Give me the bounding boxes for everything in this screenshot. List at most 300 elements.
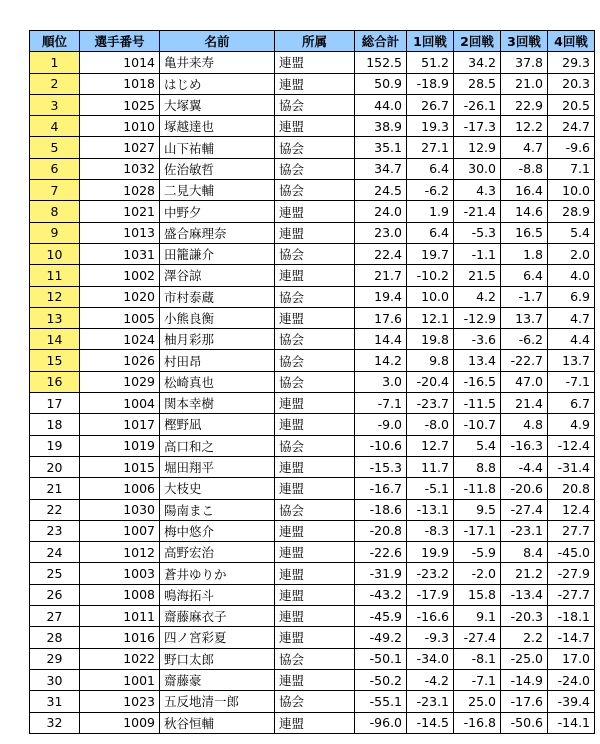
round-1-cell: -8.3 xyxy=(407,520,454,541)
round-2-cell: 8.8 xyxy=(454,456,501,477)
affiliation-cell: 協会 xyxy=(275,158,355,179)
name-cell: 齋藤豪 xyxy=(160,669,275,690)
table-row xyxy=(30,393,595,414)
table-row xyxy=(30,542,595,563)
round-4-cell: -24.0 xyxy=(548,669,595,690)
header-player-id: 選手番号 xyxy=(80,31,160,52)
round-4-cell: -39.4 xyxy=(548,691,595,712)
affiliation-cell: 連盟 xyxy=(275,414,355,435)
affiliation-cell: 協会 xyxy=(275,137,355,158)
affiliation-cell: 協会 xyxy=(275,243,355,264)
total-cell: 23.0 xyxy=(355,222,407,243)
affiliation-cell: 連盟 xyxy=(275,542,355,563)
round-2-cell: -12.9 xyxy=(454,307,501,328)
round-2-cell: 21.5 xyxy=(454,265,501,286)
round-1-cell: -23.2 xyxy=(407,563,454,584)
name-cell: 秋谷恒輔 xyxy=(160,712,275,733)
rank-cell: 29 xyxy=(30,648,80,669)
player-id-cell: 1019 xyxy=(80,435,160,456)
name-cell: 澤谷諒 xyxy=(160,265,275,286)
round-2-cell: -27.4 xyxy=(454,627,501,648)
table-row xyxy=(30,456,595,477)
round-1-cell: -5.1 xyxy=(407,478,454,499)
round-4-cell: 13.7 xyxy=(548,350,595,371)
table-row xyxy=(30,669,595,690)
name-cell: 田籠謙介 xyxy=(160,243,275,264)
player-id-cell: 1005 xyxy=(80,307,160,328)
round-3-cell: 14.6 xyxy=(501,201,548,222)
affiliation-cell: 連盟 xyxy=(275,627,355,648)
table-row xyxy=(30,137,595,158)
round-3-cell: 21.0 xyxy=(501,73,548,94)
round-4-cell: 27.7 xyxy=(548,520,595,541)
round-1-cell: 9.8 xyxy=(407,350,454,371)
round-2-cell: 9.5 xyxy=(454,499,501,520)
player-id-cell: 1008 xyxy=(80,584,160,605)
round-3-cell: -27.4 xyxy=(501,499,548,520)
round-3-cell: 6.4 xyxy=(501,265,548,286)
round-3-cell: 2.2 xyxy=(501,627,548,648)
name-cell: 蒼井ゆりか xyxy=(160,563,275,584)
affiliation-cell: 連盟 xyxy=(275,669,355,690)
name-cell: 村田昂 xyxy=(160,350,275,371)
round-1-cell: -16.6 xyxy=(407,606,454,627)
total-cell: -50.1 xyxy=(355,648,407,669)
name-cell: 亀井来寿 xyxy=(160,52,275,73)
round-1-cell: 27.1 xyxy=(407,137,454,158)
round-3-cell: 21.2 xyxy=(501,563,548,584)
total-cell: 44.0 xyxy=(355,94,407,115)
total-cell: 34.7 xyxy=(355,158,407,179)
table-row xyxy=(30,180,595,201)
affiliation-cell: 連盟 xyxy=(275,307,355,328)
affiliation-cell: 連盟 xyxy=(275,584,355,605)
round-1-cell: -9.3 xyxy=(407,627,454,648)
table-row xyxy=(30,435,595,456)
round-3-cell: -6.2 xyxy=(501,329,548,350)
total-cell: -22.6 xyxy=(355,542,407,563)
player-id-cell: 1017 xyxy=(80,414,160,435)
rank-cell: 15 xyxy=(30,350,80,371)
affiliation-cell: 協会 xyxy=(275,499,355,520)
round-4-cell: -27.7 xyxy=(548,584,595,605)
rank-cell: 4 xyxy=(30,116,80,137)
table-row xyxy=(30,158,595,179)
round-3-cell: -50.6 xyxy=(501,712,548,733)
round-4-cell: 12.4 xyxy=(548,499,595,520)
player-id-cell: 1020 xyxy=(80,286,160,307)
affiliation-cell: 連盟 xyxy=(275,478,355,499)
round-4-cell: 7.1 xyxy=(548,158,595,179)
rank-cell: 31 xyxy=(30,691,80,712)
player-id-cell: 1029 xyxy=(80,371,160,392)
table-row xyxy=(30,648,595,669)
name-cell: 佐治敏哲 xyxy=(160,158,275,179)
player-id-cell: 1003 xyxy=(80,563,160,584)
round-4-cell: 24.7 xyxy=(548,116,595,137)
total-cell: -10.6 xyxy=(355,435,407,456)
player-id-cell: 1026 xyxy=(80,350,160,371)
rank-cell: 28 xyxy=(30,627,80,648)
round-1-cell: 19.3 xyxy=(407,116,454,137)
rank-cell: 10 xyxy=(30,243,80,264)
round-1-cell: 19.8 xyxy=(407,329,454,350)
round-4-cell: -12.4 xyxy=(548,435,595,456)
round-2-cell: -2.0 xyxy=(454,563,501,584)
name-cell: 陽南まこ xyxy=(160,499,275,520)
ranking-table-container xyxy=(29,30,595,734)
round-4-cell: -45.0 xyxy=(548,542,595,563)
table-row xyxy=(30,243,595,264)
name-cell: 関本幸樹 xyxy=(160,393,275,414)
round-4-cell: 4.9 xyxy=(548,414,595,435)
round-3-cell: -4.4 xyxy=(501,456,548,477)
round-4-cell: 20.5 xyxy=(548,94,595,115)
name-cell: はじめ xyxy=(160,73,275,94)
round-4-cell: 6.7 xyxy=(548,393,595,414)
name-cell: 二見大輔 xyxy=(160,180,275,201)
table-row xyxy=(30,563,595,584)
player-id-cell: 1013 xyxy=(80,222,160,243)
total-cell: 21.7 xyxy=(355,265,407,286)
total-cell: 22.4 xyxy=(355,243,407,264)
round-1-cell: 6.4 xyxy=(407,158,454,179)
name-cell: 四ノ宮彩夏 xyxy=(160,627,275,648)
table-row xyxy=(30,371,595,392)
affiliation-cell: 連盟 xyxy=(275,456,355,477)
round-4-cell: 5.4 xyxy=(548,222,595,243)
header-affiliation: 所属 xyxy=(275,31,355,52)
affiliation-cell: 協会 xyxy=(275,371,355,392)
round-4-cell: 17.0 xyxy=(548,648,595,669)
table-row xyxy=(30,52,595,73)
round-2-cell: -16.8 xyxy=(454,712,501,733)
player-id-cell: 1031 xyxy=(80,243,160,264)
name-cell: 松崎真也 xyxy=(160,371,275,392)
round-1-cell: -10.2 xyxy=(407,265,454,286)
total-cell: 24.5 xyxy=(355,180,407,201)
table-row xyxy=(30,329,595,350)
round-2-cell: 25.0 xyxy=(454,691,501,712)
round-2-cell: -1.1 xyxy=(454,243,501,264)
player-id-cell: 1023 xyxy=(80,691,160,712)
player-id-cell: 1002 xyxy=(80,265,160,286)
round-2-cell: -10.7 xyxy=(454,414,501,435)
affiliation-cell: 連盟 xyxy=(275,520,355,541)
round-4-cell: 4.7 xyxy=(548,307,595,328)
affiliation-cell: 連盟 xyxy=(275,222,355,243)
round-2-cell: 4.2 xyxy=(454,286,501,307)
rank-cell: 12 xyxy=(30,286,80,307)
rank-cell: 21 xyxy=(30,478,80,499)
total-cell: -20.8 xyxy=(355,520,407,541)
rank-cell: 6 xyxy=(30,158,80,179)
rank-cell: 22 xyxy=(30,499,80,520)
table-row xyxy=(30,73,595,94)
affiliation-cell: 協会 xyxy=(275,435,355,456)
round-3-cell: -16.3 xyxy=(501,435,548,456)
affiliation-cell: 連盟 xyxy=(275,265,355,286)
name-cell: 大塚翼 xyxy=(160,94,275,115)
round-4-cell: 20.8 xyxy=(548,478,595,499)
table-row xyxy=(30,691,595,712)
round-4-cell: 29.3 xyxy=(548,52,595,73)
rank-cell: 23 xyxy=(30,520,80,541)
round-2-cell: -8.1 xyxy=(454,648,501,669)
round-3-cell: 21.4 xyxy=(501,393,548,414)
total-cell: 19.4 xyxy=(355,286,407,307)
round-3-cell: -20.3 xyxy=(501,606,548,627)
round-1-cell: -23.1 xyxy=(407,691,454,712)
player-id-cell: 1030 xyxy=(80,499,160,520)
round-2-cell: 30.0 xyxy=(454,158,501,179)
round-3-cell: -14.9 xyxy=(501,669,548,690)
rank-cell: 9 xyxy=(30,222,80,243)
round-2-cell: 9.1 xyxy=(454,606,501,627)
rank-cell: 24 xyxy=(30,542,80,563)
total-cell: -43.2 xyxy=(355,584,407,605)
rank-cell: 19 xyxy=(30,435,80,456)
round-1-cell: -18.9 xyxy=(407,73,454,94)
round-3-cell: -1.7 xyxy=(501,286,548,307)
affiliation-cell: 協会 xyxy=(275,329,355,350)
round-1-cell: 12.1 xyxy=(407,307,454,328)
round-4-cell: 2.0 xyxy=(548,243,595,264)
round-2-cell: -21.4 xyxy=(454,201,501,222)
round-1-cell: -13.1 xyxy=(407,499,454,520)
round-3-cell: -22.7 xyxy=(501,350,548,371)
rank-cell: 32 xyxy=(30,712,80,733)
round-4-cell: -9.6 xyxy=(548,137,595,158)
round-2-cell: -11.8 xyxy=(454,478,501,499)
rank-cell: 18 xyxy=(30,414,80,435)
affiliation-cell: 連盟 xyxy=(275,563,355,584)
header-rank: 順位 xyxy=(30,31,80,52)
name-cell: 中野夕 xyxy=(160,201,275,222)
affiliation-cell: 連盟 xyxy=(275,393,355,414)
rank-cell: 16 xyxy=(30,371,80,392)
header-total: 総合計 xyxy=(355,31,407,52)
round-3-cell: -23.1 xyxy=(501,520,548,541)
affiliation-cell: 協会 xyxy=(275,94,355,115)
rank-cell: 2 xyxy=(30,73,80,94)
name-cell: 鳴海拓斗 xyxy=(160,584,275,605)
player-id-cell: 1018 xyxy=(80,73,160,94)
table-row xyxy=(30,94,595,115)
round-1-cell: -8.0 xyxy=(407,414,454,435)
name-cell: 堀田翔平 xyxy=(160,456,275,477)
total-cell: 152.5 xyxy=(355,52,407,73)
total-cell: -96.0 xyxy=(355,712,407,733)
affiliation-cell: 協会 xyxy=(275,691,355,712)
round-1-cell: -34.0 xyxy=(407,648,454,669)
table-row xyxy=(30,286,595,307)
round-1-cell: 26.7 xyxy=(407,94,454,115)
round-4-cell: -7.1 xyxy=(548,371,595,392)
round-4-cell: -27.9 xyxy=(548,563,595,584)
round-2-cell: -5.3 xyxy=(454,222,501,243)
round-3-cell: 1.8 xyxy=(501,243,548,264)
round-3-cell: 8.4 xyxy=(501,542,548,563)
name-cell: 山下祐輔 xyxy=(160,137,275,158)
rank-cell: 1 xyxy=(30,52,80,73)
round-2-cell: 28.5 xyxy=(454,73,501,94)
header-round-3: 3回戦 xyxy=(501,31,548,52)
name-cell: 梅中悠介 xyxy=(160,520,275,541)
header-round-4: 4回戦 xyxy=(548,31,595,52)
affiliation-cell: 協会 xyxy=(275,180,355,201)
name-cell: 塚越達也 xyxy=(160,116,275,137)
round-2-cell: 5.4 xyxy=(454,435,501,456)
table-row xyxy=(30,627,595,648)
player-id-cell: 1011 xyxy=(80,606,160,627)
round-3-cell: 37.8 xyxy=(501,52,548,73)
table-row xyxy=(30,307,595,328)
round-1-cell: -17.9 xyxy=(407,584,454,605)
name-cell: 大枝史 xyxy=(160,478,275,499)
round-2-cell: 4.3 xyxy=(454,180,501,201)
total-cell: -55.1 xyxy=(355,691,407,712)
total-cell: 50.9 xyxy=(355,73,407,94)
total-cell: 35.1 xyxy=(355,137,407,158)
round-4-cell: 6.9 xyxy=(548,286,595,307)
total-cell: -16.7 xyxy=(355,478,407,499)
round-3-cell: 22.9 xyxy=(501,94,548,115)
round-1-cell: -20.4 xyxy=(407,371,454,392)
round-3-cell: -25.0 xyxy=(501,648,548,669)
player-id-cell: 1021 xyxy=(80,201,160,222)
affiliation-cell: 連盟 xyxy=(275,712,355,733)
rank-cell: 8 xyxy=(30,201,80,222)
round-3-cell: 16.5 xyxy=(501,222,548,243)
round-3-cell: -8.8 xyxy=(501,158,548,179)
round-1-cell: 19.9 xyxy=(407,542,454,563)
affiliation-cell: 連盟 xyxy=(275,52,355,73)
player-id-cell: 1015 xyxy=(80,456,160,477)
round-3-cell: -17.6 xyxy=(501,691,548,712)
player-id-cell: 1009 xyxy=(80,712,160,733)
name-cell: 盛合麻理奈 xyxy=(160,222,275,243)
affiliation-cell: 連盟 xyxy=(275,73,355,94)
round-2-cell: -5.9 xyxy=(454,542,501,563)
total-cell: 17.6 xyxy=(355,307,407,328)
round-4-cell: 20.3 xyxy=(548,73,595,94)
round-1-cell: 6.4 xyxy=(407,222,454,243)
round-2-cell: 34.2 xyxy=(454,52,501,73)
round-3-cell: -13.4 xyxy=(501,584,548,605)
table-row xyxy=(30,712,595,733)
rank-cell: 27 xyxy=(30,606,80,627)
player-id-cell: 1016 xyxy=(80,627,160,648)
affiliation-cell: 連盟 xyxy=(275,201,355,222)
table-row xyxy=(30,350,595,371)
total-cell: 38.9 xyxy=(355,116,407,137)
player-id-cell: 1032 xyxy=(80,158,160,179)
name-cell: 高野宏治 xyxy=(160,542,275,563)
rank-cell: 7 xyxy=(30,180,80,201)
rank-cell: 3 xyxy=(30,94,80,115)
ranking-table xyxy=(29,30,595,734)
player-id-cell: 1010 xyxy=(80,116,160,137)
round-2-cell: 12.9 xyxy=(454,137,501,158)
affiliation-cell: 協会 xyxy=(275,648,355,669)
round-3-cell: 13.7 xyxy=(501,307,548,328)
round-1-cell: 10.0 xyxy=(407,286,454,307)
table-row xyxy=(30,499,595,520)
header-name: 名前 xyxy=(160,31,275,52)
rank-cell: 17 xyxy=(30,393,80,414)
round-2-cell: 15.8 xyxy=(454,584,501,605)
table-row xyxy=(30,222,595,243)
name-cell: 柚月彩那 xyxy=(160,329,275,350)
table-body xyxy=(30,52,595,734)
round-1-cell: 51.2 xyxy=(407,52,454,73)
round-1-cell: -4.2 xyxy=(407,669,454,690)
table-row xyxy=(30,414,595,435)
player-id-cell: 1001 xyxy=(80,669,160,690)
rank-cell: 20 xyxy=(30,456,80,477)
round-1-cell: 1.9 xyxy=(407,201,454,222)
round-3-cell: 4.7 xyxy=(501,137,548,158)
affiliation-cell: 協会 xyxy=(275,350,355,371)
total-cell: 14.2 xyxy=(355,350,407,371)
round-4-cell: 28.9 xyxy=(548,201,595,222)
round-1-cell: -23.7 xyxy=(407,393,454,414)
round-2-cell: 13.4 xyxy=(454,350,501,371)
total-cell: -9.0 xyxy=(355,414,407,435)
round-4-cell: -14.1 xyxy=(548,712,595,733)
name-cell: 五反地清一郎 xyxy=(160,691,275,712)
total-cell: -49.2 xyxy=(355,627,407,648)
player-id-cell: 1025 xyxy=(80,94,160,115)
player-id-cell: 1007 xyxy=(80,520,160,541)
table-row xyxy=(30,201,595,222)
rank-cell: 13 xyxy=(30,307,80,328)
affiliation-cell: 連盟 xyxy=(275,606,355,627)
round-2-cell: -17.3 xyxy=(454,116,501,137)
rank-cell: 25 xyxy=(30,563,80,584)
total-cell: -18.6 xyxy=(355,499,407,520)
table-row xyxy=(30,584,595,605)
round-4-cell: 4.4 xyxy=(548,329,595,350)
total-cell: 24.0 xyxy=(355,201,407,222)
round-1-cell: 19.7 xyxy=(407,243,454,264)
round-3-cell: 12.2 xyxy=(501,116,548,137)
rank-cell: 14 xyxy=(30,329,80,350)
round-2-cell: -7.1 xyxy=(454,669,501,690)
round-1-cell: -6.2 xyxy=(407,180,454,201)
name-cell: 小熊良衡 xyxy=(160,307,275,328)
table-row xyxy=(30,265,595,286)
name-cell: 野口太郎 xyxy=(160,648,275,669)
round-4-cell: -31.4 xyxy=(548,456,595,477)
player-id-cell: 1006 xyxy=(80,478,160,499)
table-row xyxy=(30,520,595,541)
total-cell: -31.9 xyxy=(355,563,407,584)
player-id-cell: 1027 xyxy=(80,137,160,158)
round-2-cell: -16.5 xyxy=(454,371,501,392)
round-2-cell: -17.1 xyxy=(454,520,501,541)
header-round-2: 2回戦 xyxy=(454,31,501,52)
round-2-cell: -11.5 xyxy=(454,393,501,414)
total-cell: -45.9 xyxy=(355,606,407,627)
rank-cell: 26 xyxy=(30,584,80,605)
round-4-cell: 4.0 xyxy=(548,265,595,286)
affiliation-cell: 連盟 xyxy=(275,116,355,137)
name-cell: 樫野凪 xyxy=(160,414,275,435)
player-id-cell: 1028 xyxy=(80,180,160,201)
player-id-cell: 1024 xyxy=(80,329,160,350)
